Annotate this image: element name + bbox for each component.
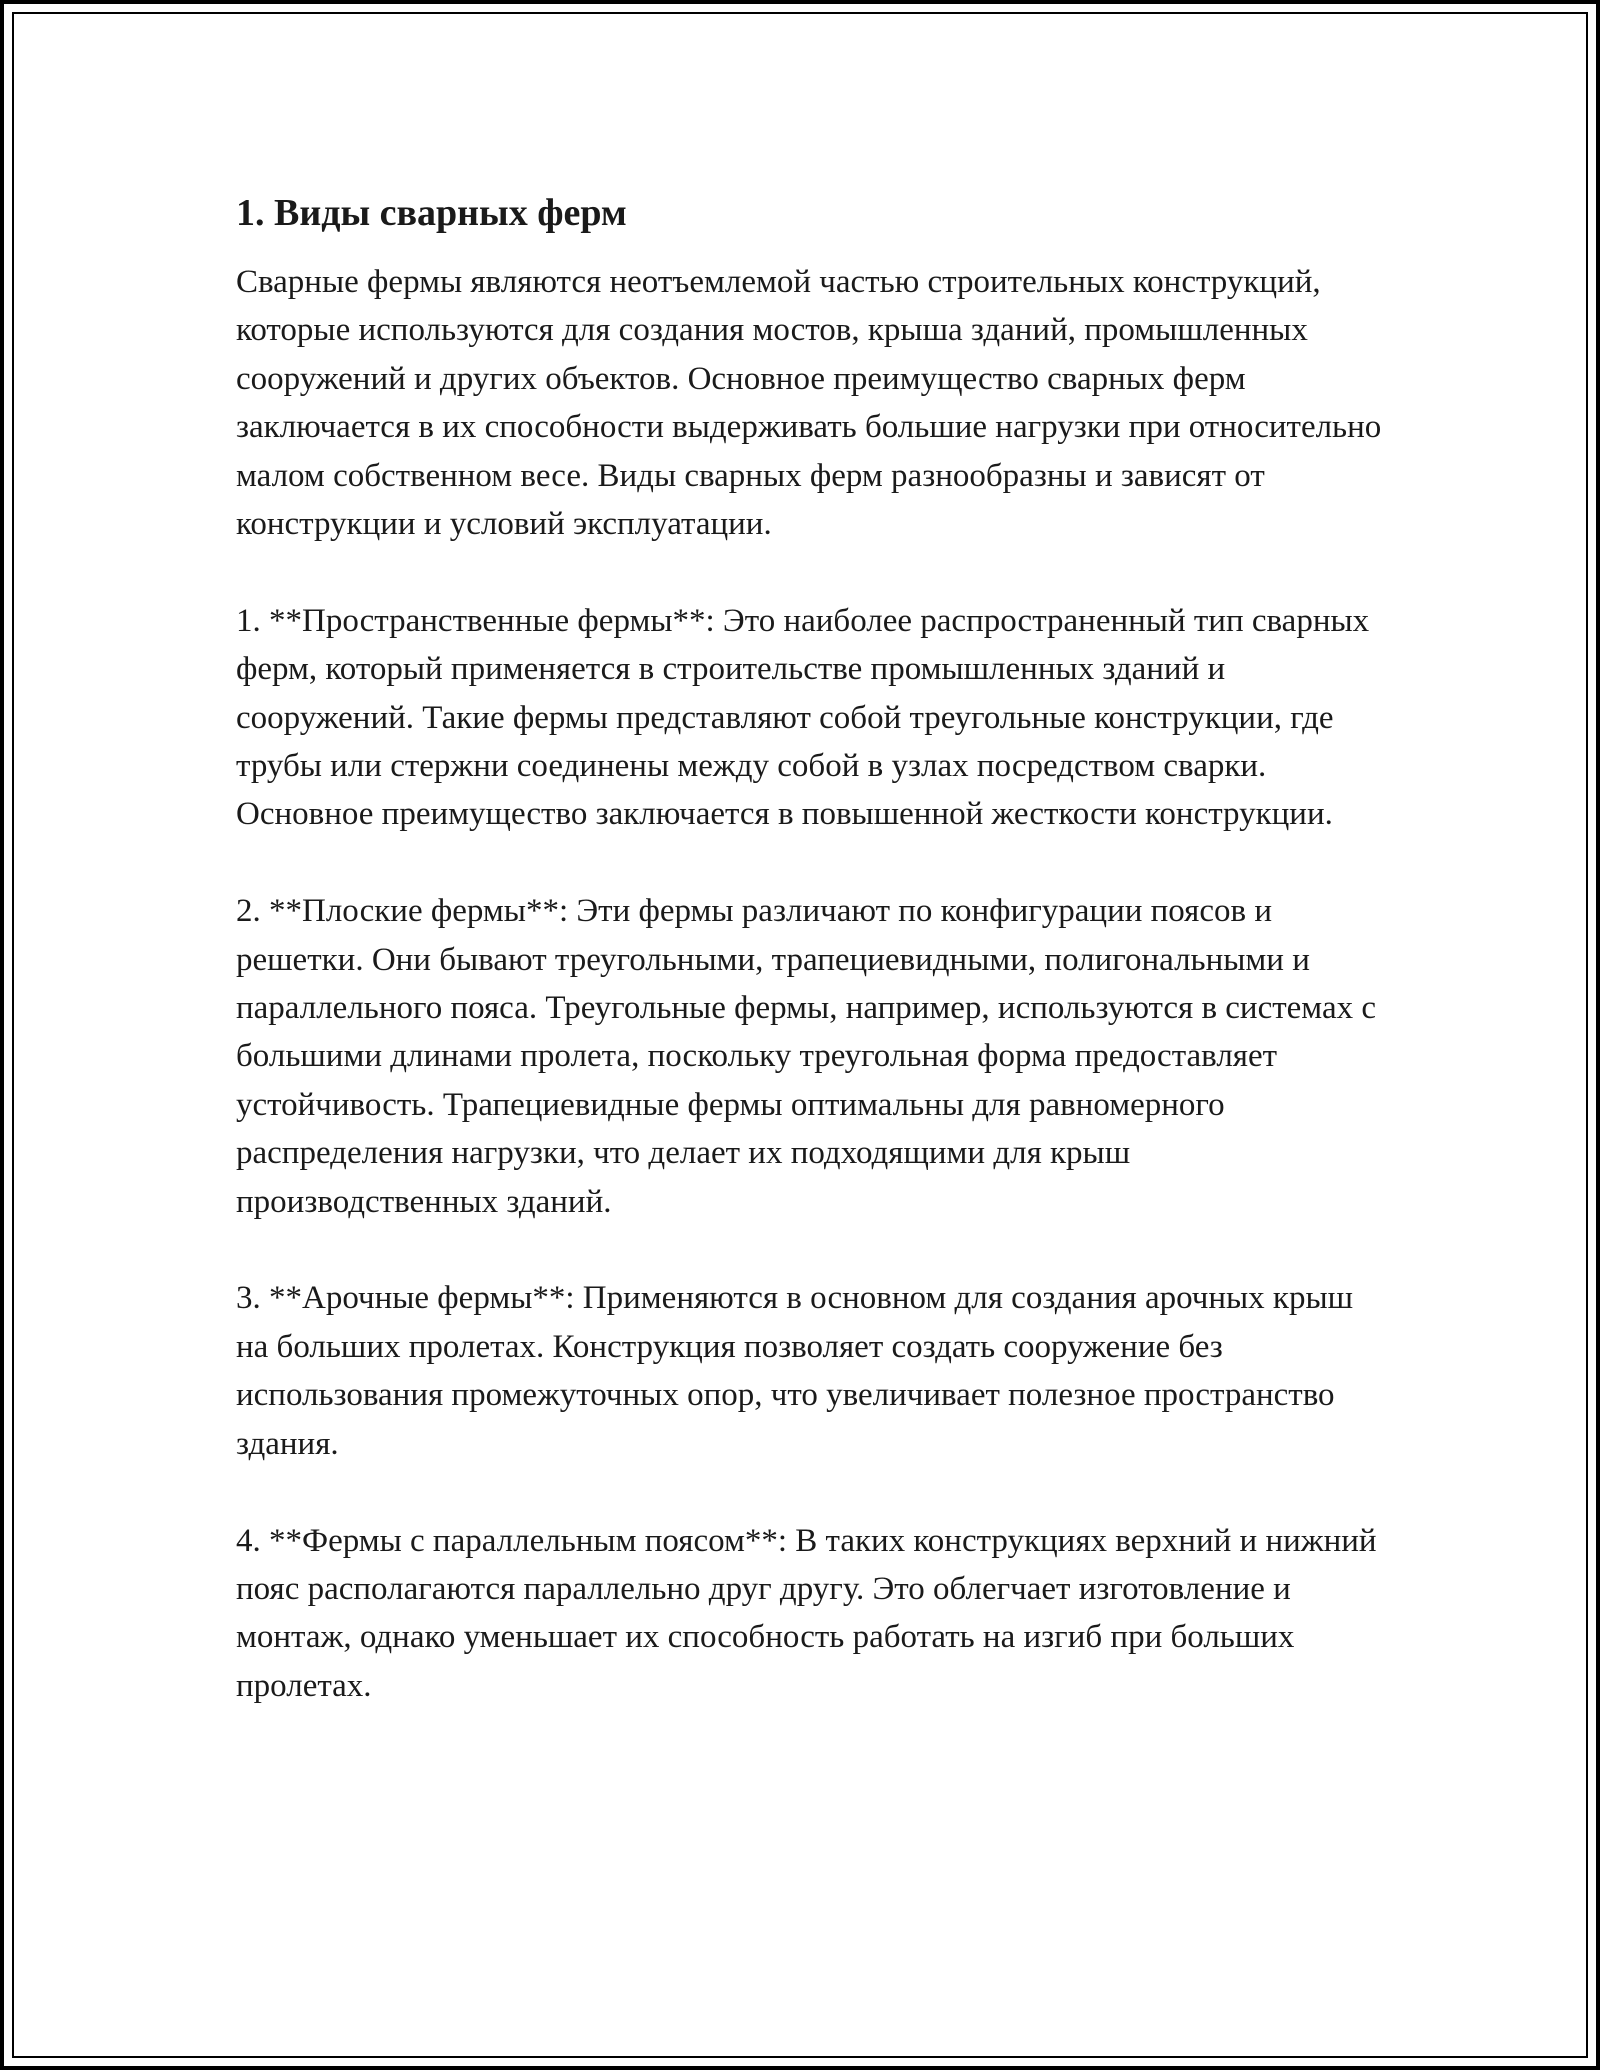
paragraph-arch-trusses: 3. **Арочные фермы**: Применяются в основном для создания арочных крыш на больших пролетах. Конструкция позволяет создать сооружение без использования промежуточных опор, что увеличивает полезное пространство здания.: [236, 1280, 1354, 1462]
document-body: [236, 188, 1386, 1710]
intro-paragraph: Сварные фермы являются неотъемлемой частью строительных конструкций, которые используются для создания мостов, крыша зданий, промышленных сооружений и других объектов. Основное преимущество сварных ферм заключается в их способности выдерживать большие нагрузки при относительно малом собственном весе. Виды сварных ферм разнообразны и зависят от конструкции и условий эксплуатации.: [236, 264, 1382, 543]
paragraph-parallel-chord-trusses: 4. **Фермы с параллельным поясом**: В таких конструкциях верхний и нижний пояс располагаются параллельно друг другу. Это облегчает изготовление и монтаж, однако уменьшает их способность работать на изгиб при больших пролетах.: [236, 1522, 1377, 1704]
paragraph-spatial-trusses: 1. **Пространственные фермы**: Это наиболее распространенный тип сварных ферм, который применяется в строительстве промышленных зданий и сооружений. Такие фермы представляют собой треугольные конструкции, где трубы или стержни соединены между собой в узлах посредством сварки. Основное преимущество заключается в повышенной жесткости конструкции.: [236, 602, 1370, 833]
paragraph-flat-trusses: 2. **Плоские фермы**: Эти фермы различают по конфигурации поясов и решетки. Они бывают треугольными, трапециевидными, полигональными и параллельного пояса. Треугольные фермы, например, используются в системах с большими длинами пролета, поскольку треугольная форма предоставляет устойчивость. Трапециевидные фермы оптимальны для равномерного распределения нагрузки, что делает их подходящими для крыш производственных зданий.: [236, 893, 1376, 1220]
section-heading: 1. Виды сварных ферм: [236, 192, 627, 234]
